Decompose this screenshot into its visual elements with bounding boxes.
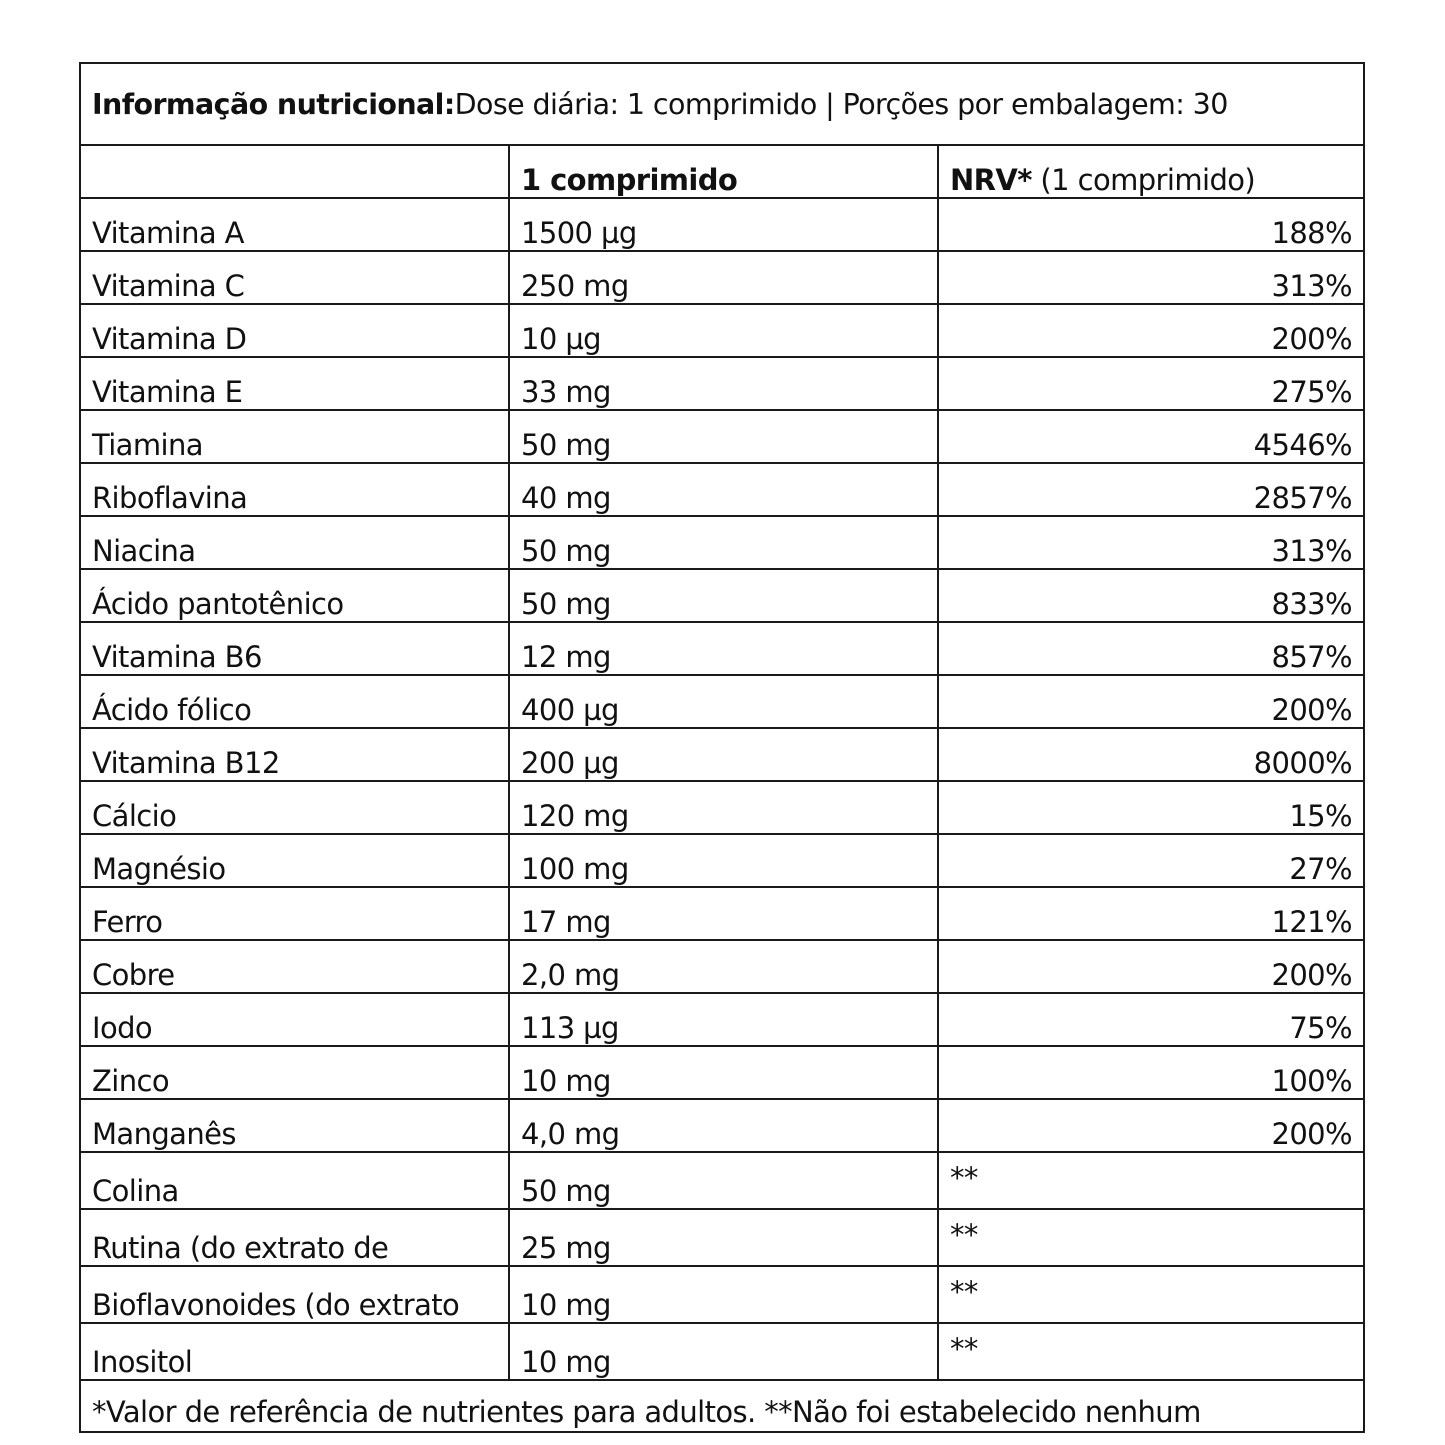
table-row [81,1266,1363,1323]
amount-cell: 17 mg [509,887,938,940]
nrv-cell: 27% [938,834,1363,887]
amount-cell: 120 mg [509,781,938,834]
amount-cell: 10 mg [509,1323,938,1380]
table-row [81,834,1363,887]
nrv-cell: 2857% [938,463,1363,516]
amount-cell: 33 mg [509,357,938,410]
nrv-cell: 200% [938,304,1363,357]
nrv-header-bold: NRV* [950,163,1032,197]
table-row [81,1152,1363,1209]
table-row [81,1209,1363,1266]
amount-cell: 10 mg [509,1266,938,1323]
nutrient-name-cell: Riboflavina [81,463,509,516]
nutrient-name-cell: Vitamina B12 [81,728,509,781]
nrv-cell: 313% [938,516,1363,569]
amount-cell: 25 mg [509,1209,938,1266]
nrv-cell: 200% [938,675,1363,728]
table-row [81,516,1363,569]
amount-cell: 10 mg [509,1046,938,1099]
table-row [81,357,1363,410]
nutrition-table [81,146,1363,1381]
table-row [81,410,1363,463]
nutrient-name-cell: Zinco [81,1046,509,1099]
amount-cell: 12 mg [509,622,938,675]
nrv-cell: 275% [938,357,1363,410]
table-row [81,463,1363,516]
nrv-cell: 857% [938,622,1363,675]
table-row [81,728,1363,781]
amount-cell: 100 mg [509,834,938,887]
nutrient-name-cell: Ácido fólico [81,675,509,728]
label-title-detail: Dose diária: 1 comprimido | Porções por embalagem: 30 [454,87,1228,121]
nrv-cell: 200% [938,1099,1363,1152]
nrv-cell: 4546% [938,410,1363,463]
amount-cell: 50 mg [509,1152,938,1209]
nutrition-facts-label [79,62,1365,1433]
amount-cell: 113 µg [509,993,938,1046]
amount-cell: 2,0 mg [509,940,938,993]
table-row [81,940,1363,993]
amount-cell: 50 mg [509,569,938,622]
table-row [81,1099,1363,1152]
nrv-cell: 75% [938,993,1363,1046]
table-row [81,198,1363,251]
nutrient-name-cell: Inositol [81,1323,509,1380]
table-row [81,1046,1363,1099]
table-row [81,675,1363,728]
amount-cell: 4,0 mg [509,1099,938,1152]
amount-cell: 1500 µg [509,198,938,251]
column-header-amount: 1 comprimido [509,146,938,198]
nutrient-name-cell: Cobre [81,940,509,993]
nrv-cell: 15% [938,781,1363,834]
nrv-cell: 188% [938,198,1363,251]
nrv-cell: 121% [938,887,1363,940]
nutrient-name-cell: Vitamina C [81,251,509,304]
nutrient-name-cell: Iodo [81,993,509,1046]
amount-cell: 50 mg [509,410,938,463]
nutrient-name-cell: Magnésio [81,834,509,887]
amount-cell: 50 mg [509,516,938,569]
nutrient-name-cell: Vitamina E [81,357,509,410]
footnote: *Valor de referência de nutrientes para adultos. **Não foi estabelecido nenhum [92,1395,1201,1429]
label-title-bold: Informação nutricional: [92,87,455,121]
table-row [81,251,1363,304]
nrv-cell: ** [938,1209,1363,1266]
nutrient-name-cell: Vitamina A [81,198,509,251]
nutrient-name-cell: Manganês [81,1099,509,1152]
table-row [81,1323,1363,1380]
nrv-cell: ** [938,1323,1363,1380]
nrv-cell: 313% [938,251,1363,304]
table-row [81,569,1363,622]
nrv-cell: ** [938,1266,1363,1323]
table-row [81,622,1363,675]
nutrient-name-cell: Colina [81,1152,509,1209]
nutrient-name-cell: Ácido pantotênico [81,569,509,622]
nutrient-rows [81,198,1363,1380]
amount-cell: 400 µg [509,675,938,728]
label-title [81,64,1363,146]
nrv-cell: 8000% [938,728,1363,781]
nutrient-name-cell: Vitamina B6 [81,622,509,675]
nrv-cell: ** [938,1152,1363,1209]
nutrient-name-cell: Ferro [81,887,509,940]
nrv-header-detail: (1 comprimido) [1031,163,1256,197]
nrv-cell: 833% [938,569,1363,622]
amount-cell: 40 mg [509,463,938,516]
amount-cell: 10 µg [509,304,938,357]
nutrient-name-cell: Tiamina [81,410,509,463]
column-header-nutrient [81,146,509,198]
nutrient-name-cell: Cálcio [81,781,509,834]
table-row [81,304,1363,357]
table-row [81,887,1363,940]
nutrient-name-cell: Bioflavonoides (do extrato [81,1266,509,1323]
nutrient-name-cell: Vitamina D [81,304,509,357]
column-header-row [81,146,1363,198]
column-header-nrv [938,146,1363,198]
nutrient-name-cell: Rutina (do extrato de [81,1209,509,1266]
amount-cell: 200 µg [509,728,938,781]
nrv-cell: 100% [938,1046,1363,1099]
nrv-cell: 200% [938,940,1363,993]
table-row [81,993,1363,1046]
amount-cell: 250 mg [509,251,938,304]
nutrient-name-cell: Niacina [81,516,509,569]
table-row [81,781,1363,834]
